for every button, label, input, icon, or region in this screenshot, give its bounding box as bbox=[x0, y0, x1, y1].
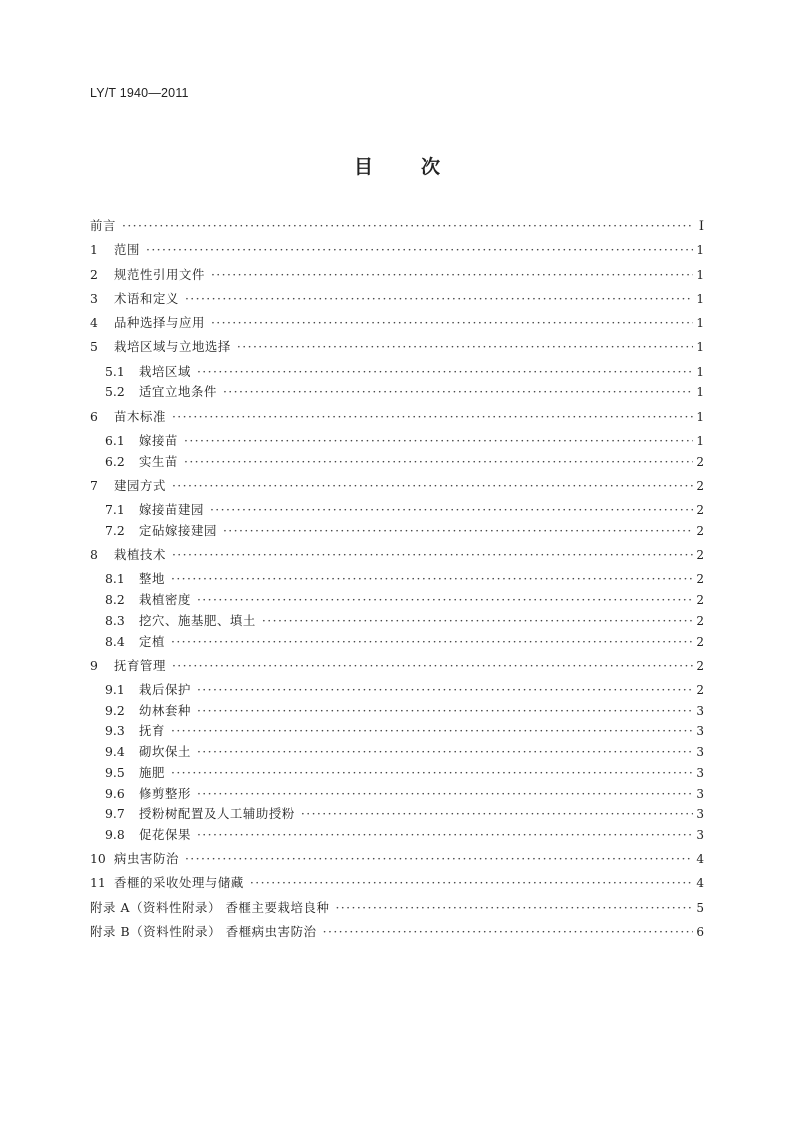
toc-entry[interactable] bbox=[90, 742, 704, 763]
toc-entry-number: 6.2 bbox=[105, 453, 125, 469]
toc-entry-label: 嫁接苗 bbox=[139, 432, 178, 448]
toc-entry-label: 栽植密度 bbox=[139, 592, 191, 608]
toc-entry-label: 授粉树配置及人工辅助授粉 bbox=[139, 806, 295, 822]
toc-entry-page-number: 2 bbox=[696, 572, 704, 587]
toc-entry-number: 8.2 bbox=[105, 592, 125, 608]
toc-entry-page-number: 2 bbox=[696, 658, 704, 673]
toc-entry-page-number: 3 bbox=[696, 745, 704, 760]
toc-entry-page-number: 2 bbox=[696, 478, 704, 493]
toc-entry-page-number: 2 bbox=[696, 634, 704, 649]
dot-leader bbox=[172, 547, 693, 562]
toc-entry-number: 9.7 bbox=[105, 806, 125, 822]
toc-entry-label: 整地 bbox=[139, 571, 165, 587]
toc-entry-label: 栽后保护 bbox=[139, 682, 191, 698]
toc-entry-number: 8.3 bbox=[105, 612, 125, 628]
toc-entry-page-number: 2 bbox=[696, 548, 704, 563]
toc-entry-label: 适宜立地条件 bbox=[139, 384, 217, 400]
toc-entry-page-number: 1 bbox=[696, 433, 704, 448]
toc-entry[interactable] bbox=[90, 680, 704, 701]
toc-entry-number: 5.2 bbox=[105, 384, 125, 400]
toc-entry-page-number: 1 bbox=[696, 385, 704, 400]
toc-entry-label: 苗木标准 bbox=[114, 408, 166, 424]
toc-entry-number: 8.4 bbox=[105, 633, 125, 649]
toc-entry-page-number: 3 bbox=[696, 807, 704, 822]
toc-entry-label: 砌坎保土 bbox=[139, 744, 191, 760]
toc-entry-page-number: 3 bbox=[696, 765, 704, 780]
toc-entry-number: 9.4 bbox=[105, 744, 125, 760]
table-of-contents bbox=[90, 216, 704, 943]
toc-entry[interactable] bbox=[90, 590, 704, 611]
toc-entry[interactable] bbox=[90, 337, 704, 358]
toc-entry[interactable] bbox=[90, 873, 704, 894]
toc-entry[interactable] bbox=[90, 763, 704, 784]
dot-leader bbox=[197, 827, 693, 842]
toc-entry-number: 5.1 bbox=[105, 363, 125, 379]
toc-entry-label: 挖穴、施基肥、填土 bbox=[139, 612, 256, 628]
toc-entry-label: 栽培区域与立地选择 bbox=[114, 339, 231, 355]
toc-entry[interactable] bbox=[90, 500, 704, 521]
toc-entry[interactable] bbox=[90, 898, 704, 919]
dot-leader bbox=[146, 242, 693, 257]
dot-leader bbox=[211, 267, 693, 282]
toc-entry-label: 前言 bbox=[90, 218, 116, 233]
toc-entry-page-number: 1 bbox=[696, 291, 704, 306]
toc-entry[interactable] bbox=[90, 569, 704, 590]
toc-entry[interactable] bbox=[90, 313, 704, 334]
toc-entry-label: 香榧的采收处理与储藏 bbox=[114, 875, 244, 891]
toc-entry[interactable] bbox=[90, 701, 704, 722]
dot-leader bbox=[122, 218, 693, 233]
toc-entry-label: 附录 B（资料性附录） 香榧病虫害防治 bbox=[90, 924, 317, 939]
toc-entry-label: 品种选择与应用 bbox=[114, 315, 205, 331]
toc-entry-page-number: 1 bbox=[696, 340, 704, 355]
toc-entry[interactable] bbox=[90, 240, 704, 261]
toc-entry-number: 10 bbox=[90, 851, 106, 867]
toc-entry-page-number: 2 bbox=[696, 523, 704, 538]
toc-entry[interactable] bbox=[90, 521, 704, 542]
toc-entry-page-number: 6 bbox=[696, 925, 704, 939]
dot-leader bbox=[185, 291, 693, 306]
toc-entry[interactable] bbox=[90, 382, 704, 403]
toc-entry-number: 11 bbox=[90, 875, 106, 891]
toc-entry[interactable] bbox=[90, 216, 704, 237]
dot-leader bbox=[171, 723, 693, 738]
toc-entry-page-number: 1 bbox=[696, 316, 704, 331]
toc-entry-number: 5 bbox=[90, 339, 98, 355]
toc-entry[interactable] bbox=[90, 784, 704, 805]
toc-entry-page-number: 2 bbox=[696, 454, 704, 469]
toc-entry-label: 附录 A（资料性附录） 香榧主要栽培良种 bbox=[90, 899, 330, 915]
dot-leader bbox=[197, 682, 693, 697]
toc-entry-number: 9.1 bbox=[105, 682, 125, 698]
toc-entry-number: 7 bbox=[90, 477, 98, 493]
toc-entry-number: 7.1 bbox=[105, 502, 125, 518]
toc-entry-number: 9.6 bbox=[105, 785, 125, 801]
toc-entry[interactable] bbox=[90, 476, 704, 497]
dot-leader bbox=[172, 409, 693, 424]
dot-leader bbox=[250, 875, 693, 890]
toc-entry[interactable] bbox=[90, 545, 704, 566]
toc-entry[interactable] bbox=[90, 362, 704, 383]
toc-entry[interactable] bbox=[90, 804, 704, 825]
toc-entry-number: 1 bbox=[90, 242, 98, 258]
toc-entry[interactable] bbox=[90, 632, 704, 653]
toc-entry-label: 实生苗 bbox=[139, 453, 178, 469]
toc-entry-number: 2 bbox=[90, 266, 98, 282]
toc-entry-page-number: 3 bbox=[696, 786, 704, 801]
toc-entry[interactable] bbox=[90, 452, 704, 473]
toc-entry-label: 嫁接苗建园 bbox=[139, 502, 204, 518]
toc-entry-page-number: 1 bbox=[696, 364, 704, 379]
dot-leader bbox=[301, 806, 693, 821]
toc-entry-page-number: 4 bbox=[696, 876, 704, 891]
dot-leader bbox=[223, 523, 693, 538]
toc-entry[interactable] bbox=[90, 721, 704, 742]
dot-leader bbox=[197, 364, 693, 379]
toc-entry-page-number: 2 bbox=[696, 503, 704, 518]
toc-entry[interactable] bbox=[90, 265, 704, 286]
toc-entry-page-number: 3 bbox=[696, 703, 704, 718]
toc-entry-page-number: 5 bbox=[696, 900, 704, 915]
toc-entry-label: 栽植技术 bbox=[114, 547, 166, 563]
toc-entry-page-number: 1 bbox=[696, 409, 704, 424]
toc-entry-label: 建园方式 bbox=[114, 477, 166, 493]
dot-leader bbox=[171, 765, 693, 780]
page-title: 目次 bbox=[353, 156, 488, 178]
toc-entry-number: 9.2 bbox=[105, 702, 125, 718]
dot-leader bbox=[184, 433, 693, 448]
toc-entry-number: 6.1 bbox=[105, 432, 125, 448]
dot-leader bbox=[197, 592, 693, 607]
toc-entry-label: 施肥 bbox=[139, 764, 165, 780]
toc-entry-label: 术语和定义 bbox=[114, 290, 179, 306]
toc-entry[interactable] bbox=[90, 431, 704, 452]
toc-entry[interactable] bbox=[90, 407, 704, 428]
toc-entry-page-number: 3 bbox=[696, 724, 704, 739]
dot-leader bbox=[210, 502, 693, 517]
toc-entry-number: 7.2 bbox=[105, 522, 125, 538]
toc-entry[interactable] bbox=[90, 922, 704, 943]
toc-entry-label: 修剪整形 bbox=[139, 785, 191, 801]
dot-leader bbox=[184, 454, 693, 469]
toc-entry[interactable] bbox=[90, 656, 704, 677]
dot-leader bbox=[223, 384, 693, 399]
toc-entry-number: 9.3 bbox=[105, 723, 125, 739]
toc-entry[interactable] bbox=[90, 611, 704, 632]
dot-leader bbox=[197, 744, 693, 759]
dot-leader bbox=[172, 478, 693, 493]
dot-leader bbox=[335, 900, 693, 915]
toc-entry-page-number: 2 bbox=[696, 593, 704, 608]
toc-entry-label: 促花保果 bbox=[139, 826, 191, 842]
toc-entry-label: 定植 bbox=[139, 633, 165, 649]
toc-entry-page-number: 1 bbox=[696, 243, 704, 258]
toc-entry-page-number: 4 bbox=[696, 852, 704, 867]
toc-entry-label: 规范性引用文件 bbox=[114, 266, 205, 282]
toc-entry-label: 病虫害防治 bbox=[114, 851, 179, 867]
toc-entry-label: 定砧嫁接建园 bbox=[139, 522, 217, 538]
toc-entry-label: 幼林套种 bbox=[139, 702, 191, 718]
toc-entry-page-number: 2 bbox=[696, 683, 704, 698]
toc-entry-page-number: Ⅰ bbox=[698, 219, 704, 234]
dot-leader bbox=[172, 658, 693, 673]
dot-leader bbox=[323, 924, 693, 939]
toc-entry-number: 8.1 bbox=[105, 571, 125, 587]
dot-leader bbox=[197, 703, 693, 718]
toc-entry-number: 9.5 bbox=[105, 764, 125, 780]
toc-entry-number: 6 bbox=[90, 408, 98, 424]
toc-entry-page-number: 3 bbox=[696, 827, 704, 842]
toc-entry-number: 8 bbox=[90, 547, 98, 563]
toc-entry[interactable] bbox=[90, 849, 704, 870]
toc-entry-page-number: 1 bbox=[696, 267, 704, 282]
dot-leader bbox=[211, 315, 693, 330]
toc-entry-label: 抚育管理 bbox=[114, 657, 166, 673]
toc-entry-page-number: 2 bbox=[696, 613, 704, 628]
toc-entry-label: 栽培区域 bbox=[139, 363, 191, 379]
dot-leader bbox=[185, 851, 693, 866]
toc-entry-number: 4 bbox=[90, 315, 98, 331]
toc-entry[interactable] bbox=[90, 825, 704, 846]
dot-leader bbox=[171, 634, 693, 649]
standard-code: LY/T 1940—2011 bbox=[90, 86, 189, 100]
toc-entry-number: 9.8 bbox=[105, 826, 125, 842]
toc-entry[interactable] bbox=[90, 289, 704, 310]
toc-entry-number: 9 bbox=[90, 657, 98, 673]
dot-leader bbox=[197, 786, 693, 801]
toc-entry-label: 抚育 bbox=[139, 723, 165, 739]
dot-leader bbox=[171, 571, 693, 586]
toc-entry-label: 范围 bbox=[114, 242, 140, 258]
dot-leader bbox=[262, 613, 693, 628]
dot-leader bbox=[237, 339, 693, 354]
toc-entry-number: 3 bbox=[90, 290, 98, 306]
